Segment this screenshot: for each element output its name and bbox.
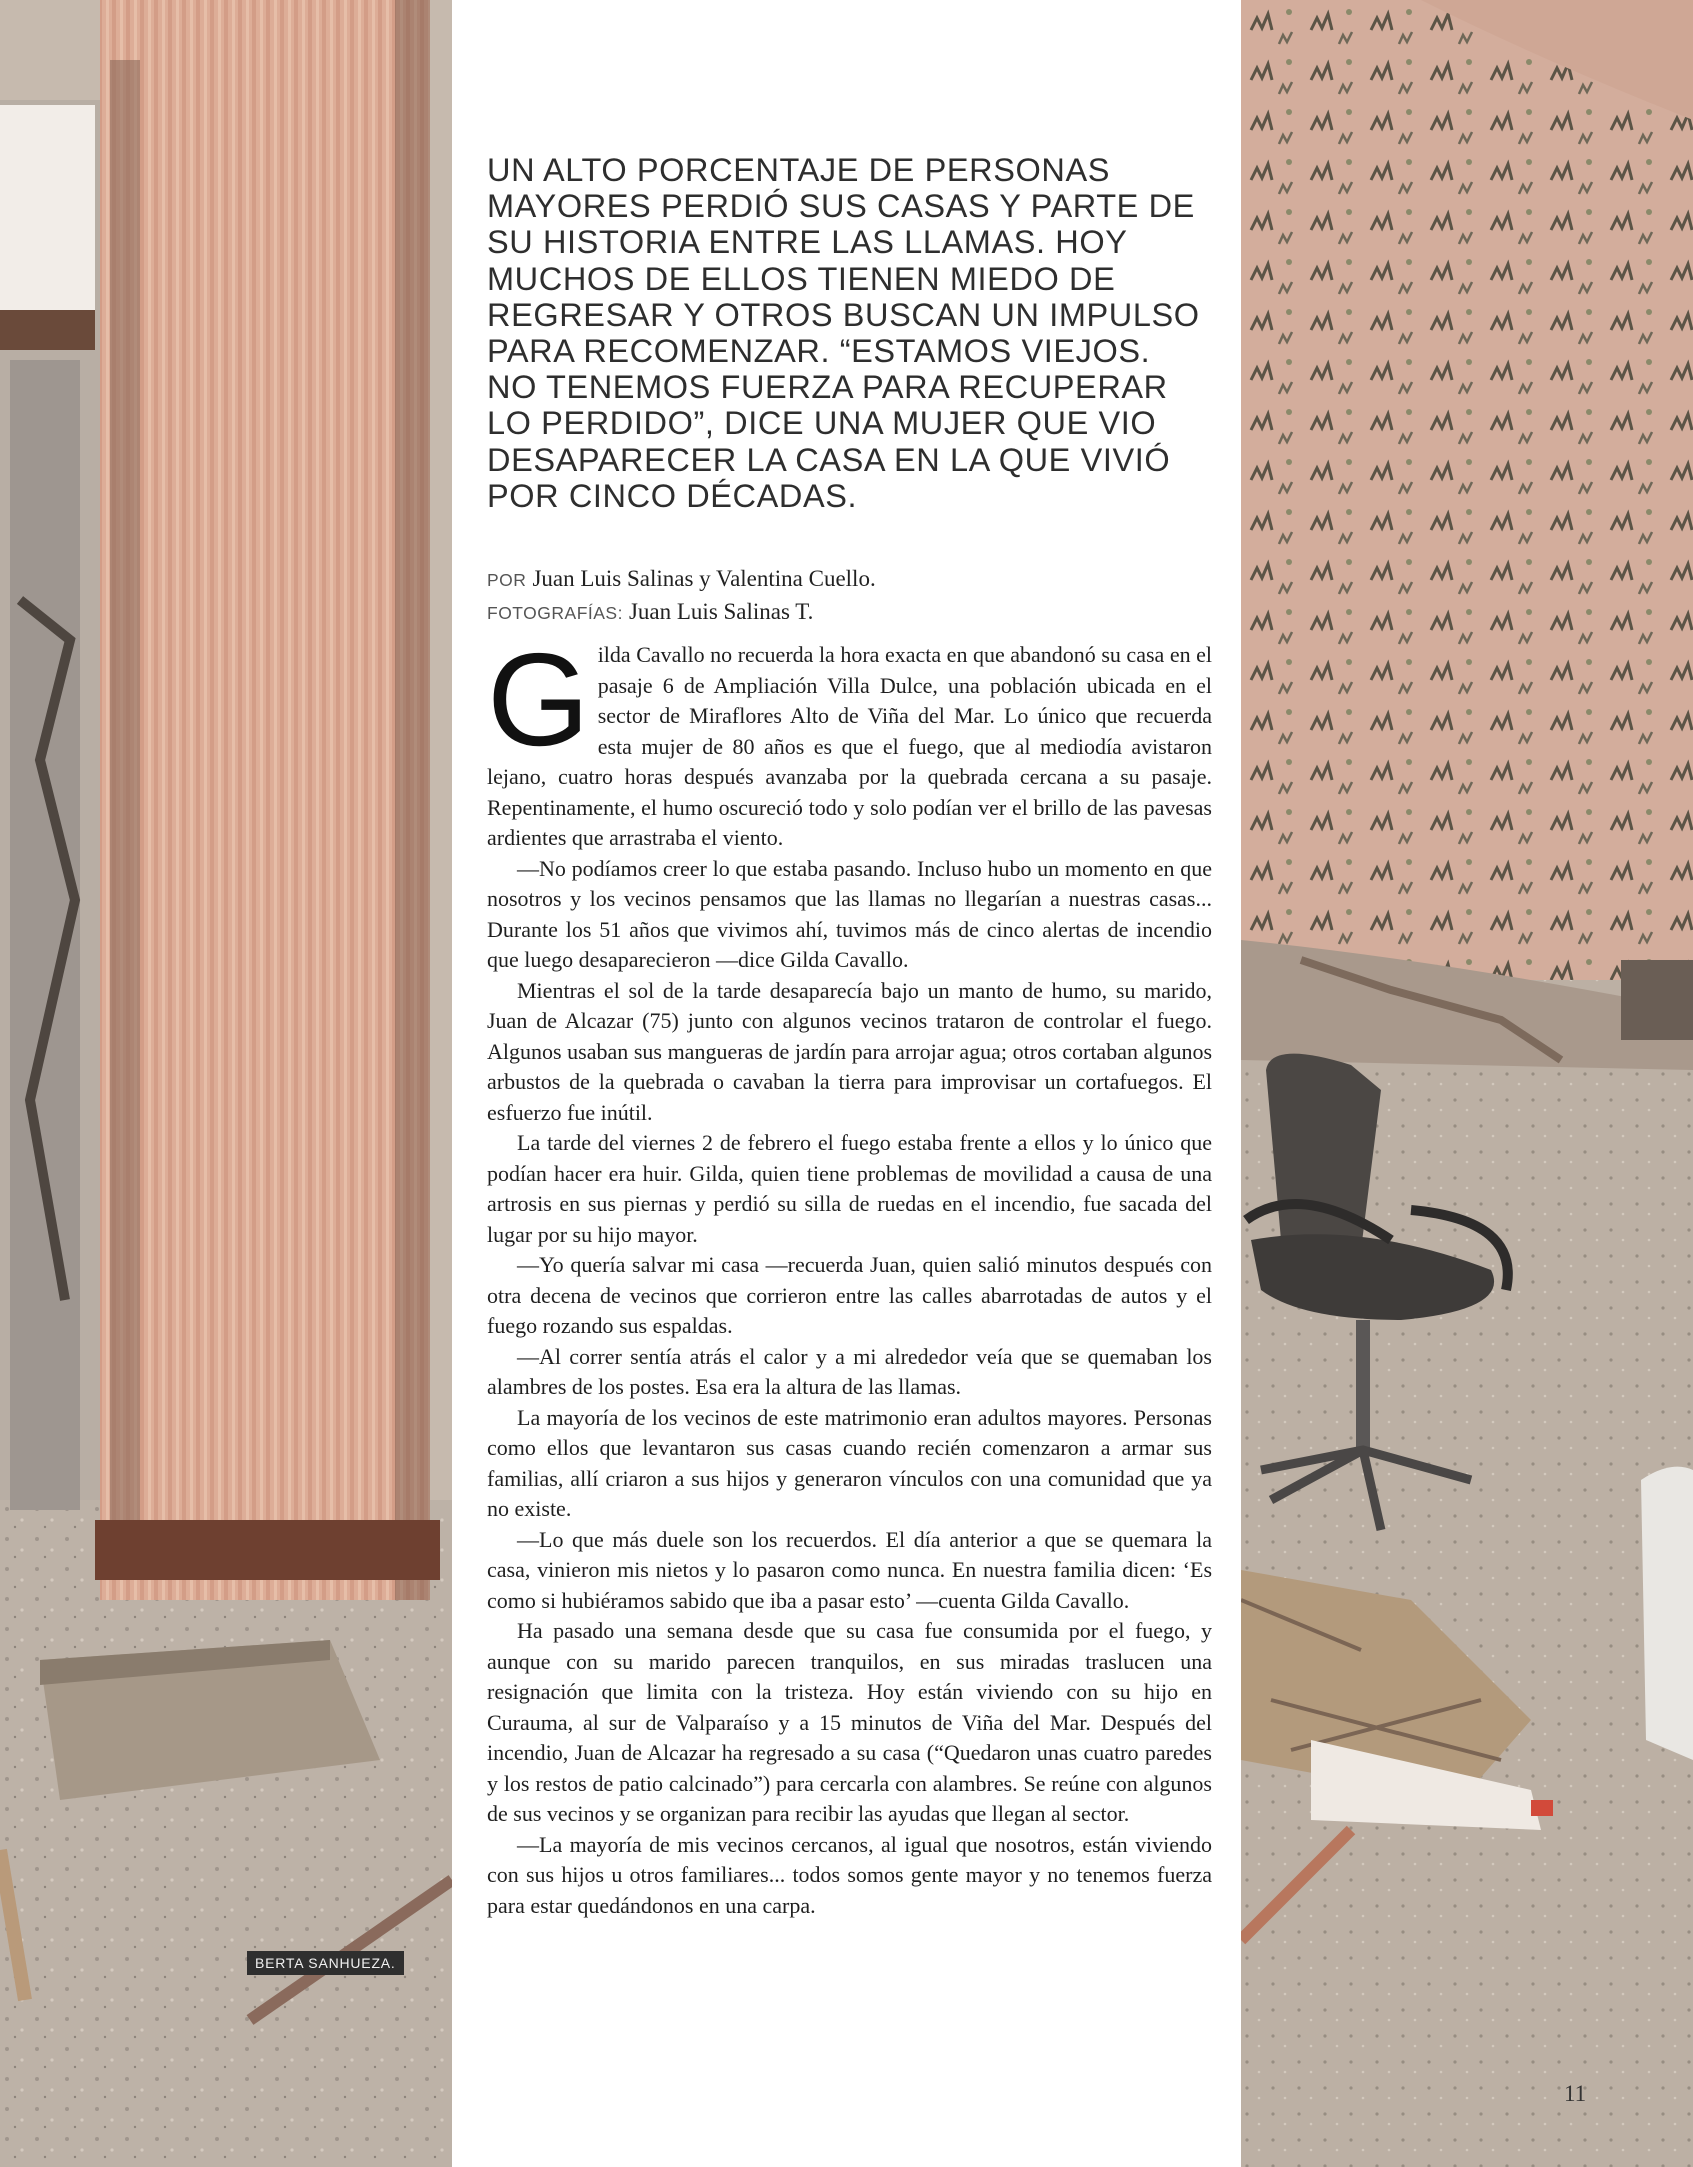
paragraph-6: —Al correr sentía atrás el calor y a mi alrededor veía que se quemaban los alambres de los postes. Esa era la altura de las llamas. — [487, 1343, 1212, 1399]
burned-wall-illustration — [0, 0, 452, 2167]
by-label: POR — [487, 570, 527, 590]
paragraph-4: La tarde del viernes 2 de febrero el fuego estaba frente a ellos y lo único que podían hacer era huir. Gilda, quien tiene problemas de movilidad a causa de una artrosis en sus piernas y perdió su silla de ruedas en el incendio, fue sacada del lugar por su hijo mayor. — [487, 1130, 1212, 1247]
paragraph-7: La mayoría de los vecinos de este matrimonio eran adultos mayores. Personas como ellos que levantaron sus casas cuando recién comenzaron a armar sus familias, allí criaron a sus hijos y generaron vínculos con una comunidad que ya no existe. — [487, 1404, 1212, 1521]
photographer: Juan Luis Salinas T. — [628, 599, 814, 624]
photographer-line — [487, 596, 1207, 629]
page-number: 11 — [1564, 2081, 1587, 2106]
right-photo-burned-hillside — [1241, 0, 1693, 2167]
article-headline: UN ALTO PORCENTAJE DE PERSONAS MAYORES PERDIÓ SUS CASAS Y PARTE DE SU HISTORIA ENTRE LAS LLAMAS. HOY MUCHOS DE ELLOS TIENEN MIEDO DE REGRESAR Y OTROS BUSCAN UN IMPULSO PARA RECOMENZAR. “ESTAMOS VIEJOS. NO TENEMOS FUERZA PARA RECUPERAR LO PERDIDO”, DICE UNA MUJER QUE VIO DESAPARECER LA CASA EN LA QUE VIVIÓ POR CINCO DÉCADAS. — [487, 152, 1200, 514]
paragraph-9: Ha pasado una semana desde que su casa fue consumida por el fuego, y aunque con su marido parecen tranquilos, en sus miradas traslucen una resignación que limita con la tristeza. Hoy están viviendo con su hijo en Curauma, al sur de Valparaíso y a 15 minutos de Viña del Mar. Después del incendio, Juan de Alcazar ha regresado a su casa (“Quedaron unas cuatro paredes y los restos de patio calcinado”) para cercarla con alambres. Se reúne con algunos de sus vecinos y se organizan para recibir las ayudas que llegan al sector. — [487, 1618, 1212, 1826]
article-column — [452, 0, 1241, 2167]
paragraph-10: —La mayoría de mis vecinos cercanos, al igual que nosotros, están viviendo con sus hijos u otros familiares... todos somos gente mayor y no tenemos fuerza para estar quedándonos en una carpa. — [487, 1831, 1212, 1918]
paragraph-3: Mientras el sol de la tarde desaparecía bajo un manto de humo, su marido, Juan de Alcazar (75) junto con algunos vecinos trataron de controlar el fuego. Algunos usaban sus mangueras de jardín para arrojar agua; otros cortaban algunos arbustos de la quebrada o cavaban la tierra para improvisar un cortafuegos. El esfuerzo fue inútil. — [487, 977, 1212, 1125]
paragraph-5: —Yo quería salvar mi casa —recuerda Juan, quien salió minutos después con otra decena de vecinos que corrieron entre las calles abarrotadas de autos y el fuego rozando sus espaldas. — [487, 1252, 1212, 1338]
article-credits — [487, 563, 1207, 629]
paragraph-2: —No podíamos creer lo que estaba pasando. Incluso hubo un momento en que nosotros y los vecinos pensamos que las llamas no llegarían a nuestras casas... Durante los 51 años que vivimos ahí, tuvimos más de cinco alertas de incendio que luego desaparecieron —dice Gilda Cavallo. — [487, 855, 1212, 972]
paragraph-1 — [487, 626, 1212, 854]
paragraph-8: —Lo que más duele son los recuerdos. El día anterior a que se quemara la casa, vinieron mis nietos y lo pasaron como nunca. En nuestra familia dicen: ‘Es como si hubiéramos sabido que iba a pasar esto’ —cuenta Gilda Cavallo. — [487, 1526, 1212, 1613]
photo-label: FOTOGRAFÍAS: — [487, 603, 623, 623]
authors: Juan Luis Salinas y Valentina Cuello. — [532, 566, 876, 591]
drop-cap: G — [487, 626, 590, 773]
photo-credit: BERTA SANHUEZA. — [247, 1951, 404, 1975]
hillside-chair-illustration — [1241, 0, 1693, 2167]
author-line — [487, 563, 1207, 596]
article-body — [487, 626, 1212, 1921]
paragraph-1-text: ilda Cavallo no recuerda la hora exacta en que abandonó su casa en el pasaje 6 de Ampliación Villa Dulce, una población ubicada en el sector de Miraflores Alto de Viña del Mar. Lo único que recuerda esta mujer de 80 años es que el fuego, que al mediodía avistaron lejano, cuatro horas después avanzaba por la quebrada cercana a su pasaje. Repentinamente, el humo oscureció todo y solo podían ver el brillo de las pavesas ardientes que arrastraba el viento. — [487, 642, 1212, 850]
left-photo-burned-wall — [0, 0, 452, 2167]
